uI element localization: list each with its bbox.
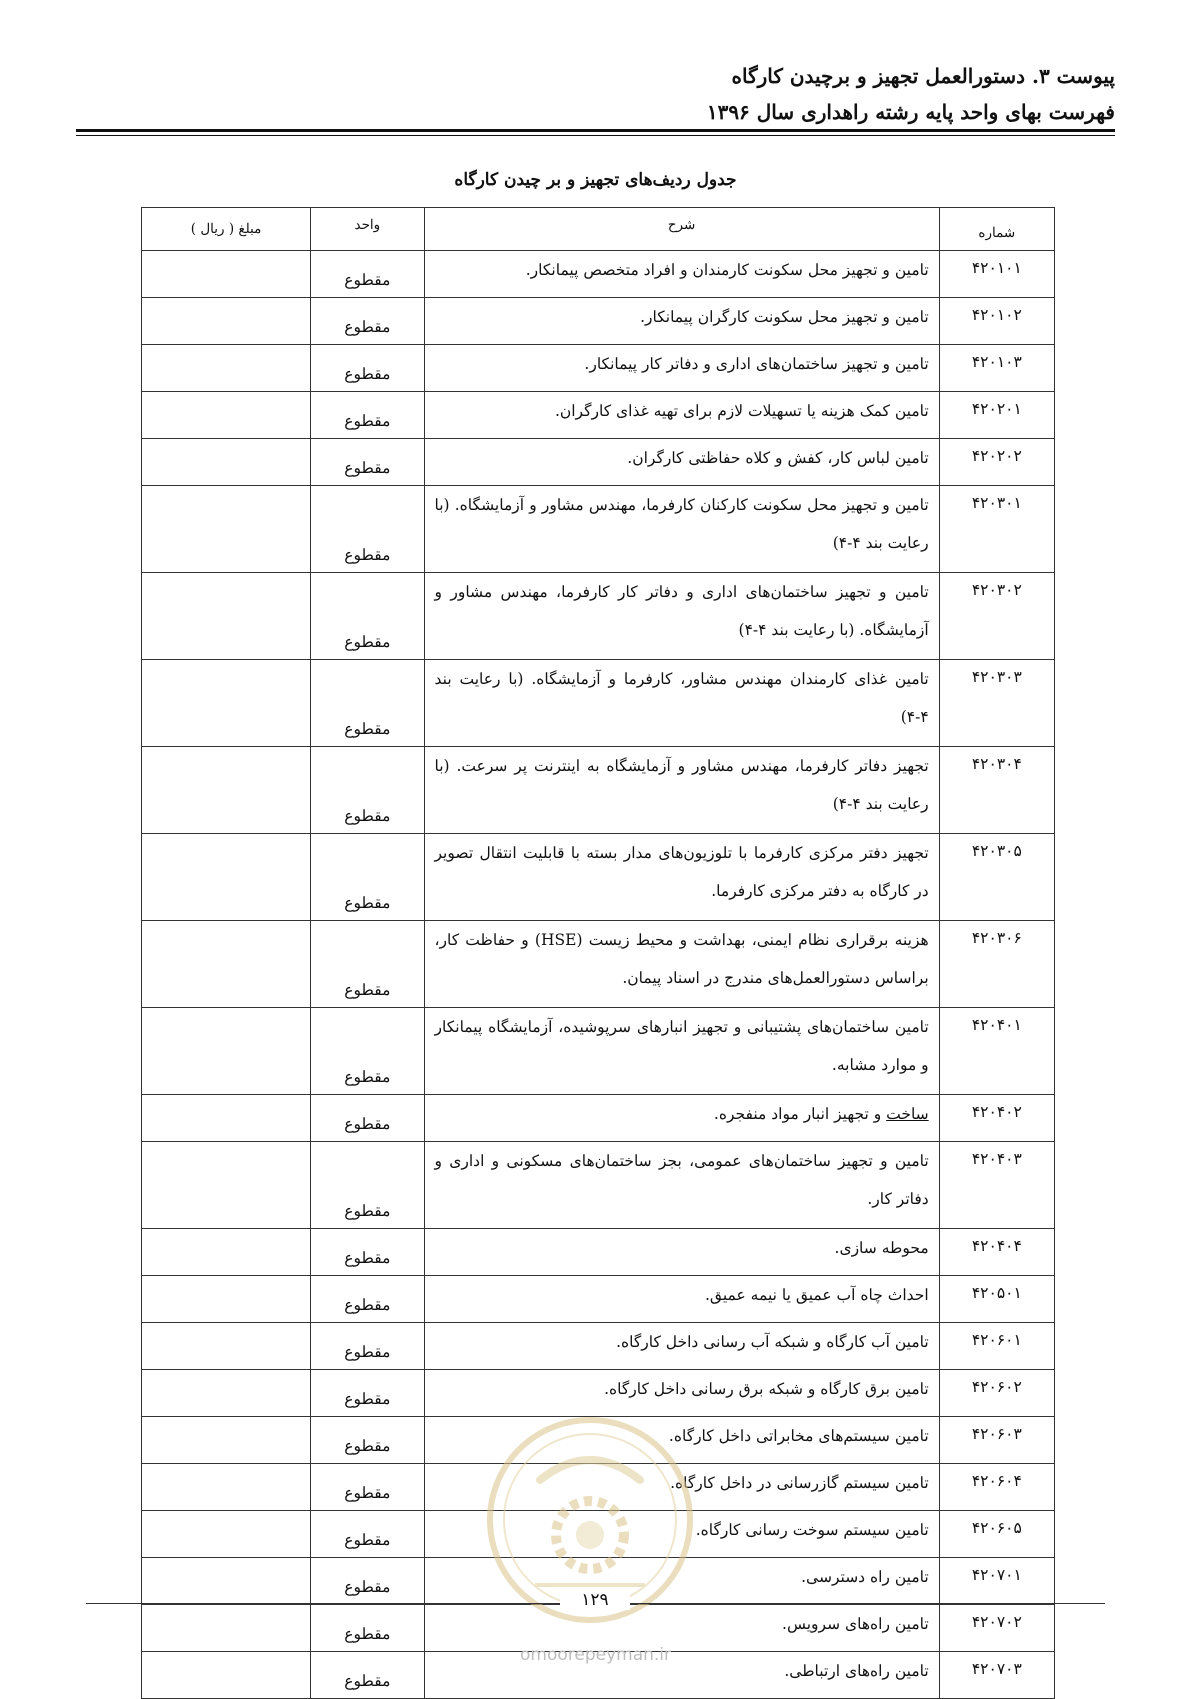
row-description: تامین و تجهیز محل سکونت کارگران پیمانکار. — [424, 298, 939, 345]
row-amount — [142, 251, 311, 298]
row-number: ۴۲۰۳۰۴ — [939, 747, 1054, 834]
row-description: تامین و تجهیز ساختمان‌های عمومی، بجز ساختمان‌های مسکونی و اداری و دفاتر کار. — [424, 1142, 939, 1229]
row-number: ۴۲۰۷۰۳ — [939, 1652, 1054, 1699]
table-row — [142, 251, 1055, 298]
row-number: ۴۲۰۱۰۲ — [939, 298, 1054, 345]
row-amount — [142, 439, 311, 486]
table-row — [142, 1142, 1055, 1229]
header-rule-thick — [76, 129, 1115, 132]
row-amount — [142, 921, 311, 1008]
row-description: تامین غذای کارمندان مهندس مشاور، کارفرما و آزمایشگاه. (با رعایت بند ۴-۴) — [424, 660, 939, 747]
row-description: هزینه برقراری نظام ایمنی، بهداشت و محیط زیست (HSE) و حفاظت کار، براساس دستورالعمل‌های مندرج در اسناد پیمان. — [424, 921, 939, 1008]
row-description: تامین و تجهیز محل سکونت کارکنان کارفرما، مهندس مشاور و آزمایشگاه. (با رعایت بند ۴-۴) — [424, 486, 939, 573]
row-amount — [142, 1464, 311, 1511]
row-unit: مقطوع — [311, 1558, 424, 1605]
row-description: تامین آب کارگاه و شبکه آب رسانی داخل کارگاه. — [424, 1323, 939, 1370]
page-number: ۱۲۹ — [560, 1590, 630, 1610]
row-unit: مقطوع — [311, 573, 424, 660]
row-description: تامین راه‌های ارتباطی. — [424, 1652, 939, 1699]
row-amount — [142, 1323, 311, 1370]
table-row — [142, 439, 1055, 486]
row-description: تجهیز دفاتر کارفرما، مهندس مشاور و آزمایشگاه به اینترنت پر سرعت. (با رعایت بند ۴-۴) — [424, 747, 939, 834]
row-unit: مقطوع — [311, 1417, 424, 1464]
row-description: تامین ساختمان‌های پشتیبانی و تجهیز انبارهای سرپوشیده، آزمایشگاه پیمانکار و موارد مشابه. — [424, 1008, 939, 1095]
row-unit: مقطوع — [311, 251, 424, 298]
row-unit: مقطوع — [311, 747, 424, 834]
row-amount — [142, 1229, 311, 1276]
table-row — [142, 660, 1055, 747]
row-amount — [142, 486, 311, 573]
row-unit: مقطوع — [311, 660, 424, 747]
row-unit: مقطوع — [311, 1323, 424, 1370]
row-number: ۴۲۰۲۰۱ — [939, 392, 1054, 439]
col-amount: مبلغ ( ریال ) — [142, 208, 311, 251]
row-unit: مقطوع — [311, 298, 424, 345]
row-unit: مقطوع — [311, 1229, 424, 1276]
header-line-1: پیوست ۳. دستورالعمل تجهیز و برچیدن کارگاه — [731, 64, 1115, 88]
row-number: ۴۲۰۴۰۲ — [939, 1095, 1054, 1142]
row-number: ۴۲۰۶۰۵ — [939, 1511, 1054, 1558]
row-unit: مقطوع — [311, 345, 424, 392]
row-amount — [142, 573, 311, 660]
col-number: شماره — [939, 208, 1054, 251]
table-row — [142, 921, 1055, 1008]
row-unit: مقطوع — [311, 1511, 424, 1558]
row-unit: مقطوع — [311, 1095, 424, 1142]
row-amount — [142, 392, 311, 439]
table-title: جدول ردیف‌های تجهیز و بر چیدن کارگاه — [454, 170, 737, 190]
table-header-row — [142, 208, 1055, 251]
table-row — [142, 834, 1055, 921]
row-description: تامین راه دسترسی. — [424, 1558, 939, 1605]
row-amount — [142, 747, 311, 834]
row-unit: مقطوع — [311, 1008, 424, 1095]
table-row — [142, 573, 1055, 660]
row-unit: مقطوع — [311, 1464, 424, 1511]
row-description: تجهیز دفتر مرکزی کارفرما با تلوزیون‌های مدار بسته با قابلیت انتقال تصویر در کارگاه به دفتر مرکزی کارفرما. — [424, 834, 939, 921]
row-unit: مقطوع — [311, 1142, 424, 1229]
row-amount — [142, 1008, 311, 1095]
row-description: تامین برق کارگاه و شبکه برق رسانی داخل کارگاه. — [424, 1370, 939, 1417]
row-number: ۴۲۰۶۰۲ — [939, 1370, 1054, 1417]
col-unit: واحد — [311, 208, 424, 251]
page-header — [707, 58, 1115, 130]
row-unit: مقطوع — [311, 392, 424, 439]
row-amount — [142, 1417, 311, 1464]
row-description: تامین سیستم گازرسانی در داخل کارگاه. — [424, 1464, 939, 1511]
row-unit: مقطوع — [311, 1652, 424, 1699]
row-description: محوطه سازی. — [424, 1229, 939, 1276]
row-number: ۴۲۰۷۰۱ — [939, 1558, 1054, 1605]
row-unit: مقطوع — [311, 1605, 424, 1652]
row-amount — [142, 1370, 311, 1417]
row-description: تامین سیستم‌های مخابراتی داخل کارگاه. — [424, 1417, 939, 1464]
table-row — [142, 1229, 1055, 1276]
table-row — [142, 1276, 1055, 1323]
col-description: شرح — [424, 208, 939, 251]
row-number: ۴۲۰۳۰۳ — [939, 660, 1054, 747]
row-description: احداث چاه آب عمیق یا نیمه عمیق. — [424, 1276, 939, 1323]
table-row — [142, 1008, 1055, 1095]
row-amount — [142, 345, 311, 392]
header-rule-thin — [76, 135, 1115, 136]
row-unit: مقطوع — [311, 1276, 424, 1323]
row-description: تامین لباس کار، کفش و کلاه حفاظتی کارگران. — [424, 439, 939, 486]
row-description: تامین و تجهیز محل سکونت کارمندان و افراد متخصص پیمانکار. — [424, 251, 939, 298]
row-description: تامین راه‌های سرویس. — [424, 1605, 939, 1652]
row-number: ۴۲۰۴۰۱ — [939, 1008, 1054, 1095]
underlined-word: ساخت — [886, 1105, 929, 1123]
table-row — [142, 486, 1055, 573]
row-number: ۴۲۰۳۰۲ — [939, 573, 1054, 660]
table-row — [142, 1095, 1055, 1142]
row-number: ۴۲۰۳۰۶ — [939, 921, 1054, 1008]
row-number: ۴۲۰۳۰۱ — [939, 486, 1054, 573]
row-number: ۴۲۰۴۰۴ — [939, 1229, 1054, 1276]
row-amount — [142, 298, 311, 345]
row-amount — [142, 1511, 311, 1558]
row-unit: مقطوع — [311, 439, 424, 486]
table-row — [142, 1323, 1055, 1370]
table-row — [142, 298, 1055, 345]
row-unit: مقطوع — [311, 486, 424, 573]
row-amount — [142, 1558, 311, 1605]
row-amount — [142, 1142, 311, 1229]
row-number: ۴۲۰۶۰۴ — [939, 1464, 1054, 1511]
row-unit: مقطوع — [311, 1370, 424, 1417]
row-number: ۴۲۰۱۰۱ — [939, 251, 1054, 298]
row-unit: مقطوع — [311, 921, 424, 1008]
row-unit: مقطوع — [311, 834, 424, 921]
row-description: تامین و تجهیز ساختمان‌های اداری و دفاتر کار کارفرما، مهندس مشاور و آزمایشگاه. (با رعایت بند ۴-۴) — [424, 573, 939, 660]
row-number: ۴۲۰۲۰۲ — [939, 439, 1054, 486]
row-number: ۴۲۰۵۰۱ — [939, 1276, 1054, 1323]
row-number: ۴۲۰۳۰۵ — [939, 834, 1054, 921]
row-description: تامین و تجهیز ساختمان‌های اداری و دفاتر کار پیمانکار. — [424, 345, 939, 392]
row-number: ۴۲۰۶۰۱ — [939, 1323, 1054, 1370]
row-amount — [142, 834, 311, 921]
row-number: ۴۲۰۶۰۳ — [939, 1417, 1054, 1464]
table-row — [142, 345, 1055, 392]
row-description-rest: و تجهیز انبار مواد منفجره. — [713, 1105, 887, 1123]
row-number: ۴۲۰۷۰۲ — [939, 1605, 1054, 1652]
row-number: ۴۲۰۱۰۳ — [939, 345, 1054, 392]
row-description — [424, 1095, 939, 1142]
table-row — [142, 392, 1055, 439]
row-amount — [142, 660, 311, 747]
row-amount — [142, 1095, 311, 1142]
row-description: تامین سیستم سوخت رسانی کارگاه. — [424, 1511, 939, 1558]
watermark-url: omoorepeyman.ir — [519, 1645, 672, 1665]
row-description: تامین کمک هزینه یا تسهیلات لازم برای تهیه غذای کارگران. — [424, 392, 939, 439]
row-amount — [142, 1276, 311, 1323]
header-line-2: فهرست بهای واحد پایه رشته راهداری سال ۱۳۹۶ — [706, 100, 1115, 124]
table-row — [142, 747, 1055, 834]
row-number: ۴۲۰۴۰۳ — [939, 1142, 1054, 1229]
